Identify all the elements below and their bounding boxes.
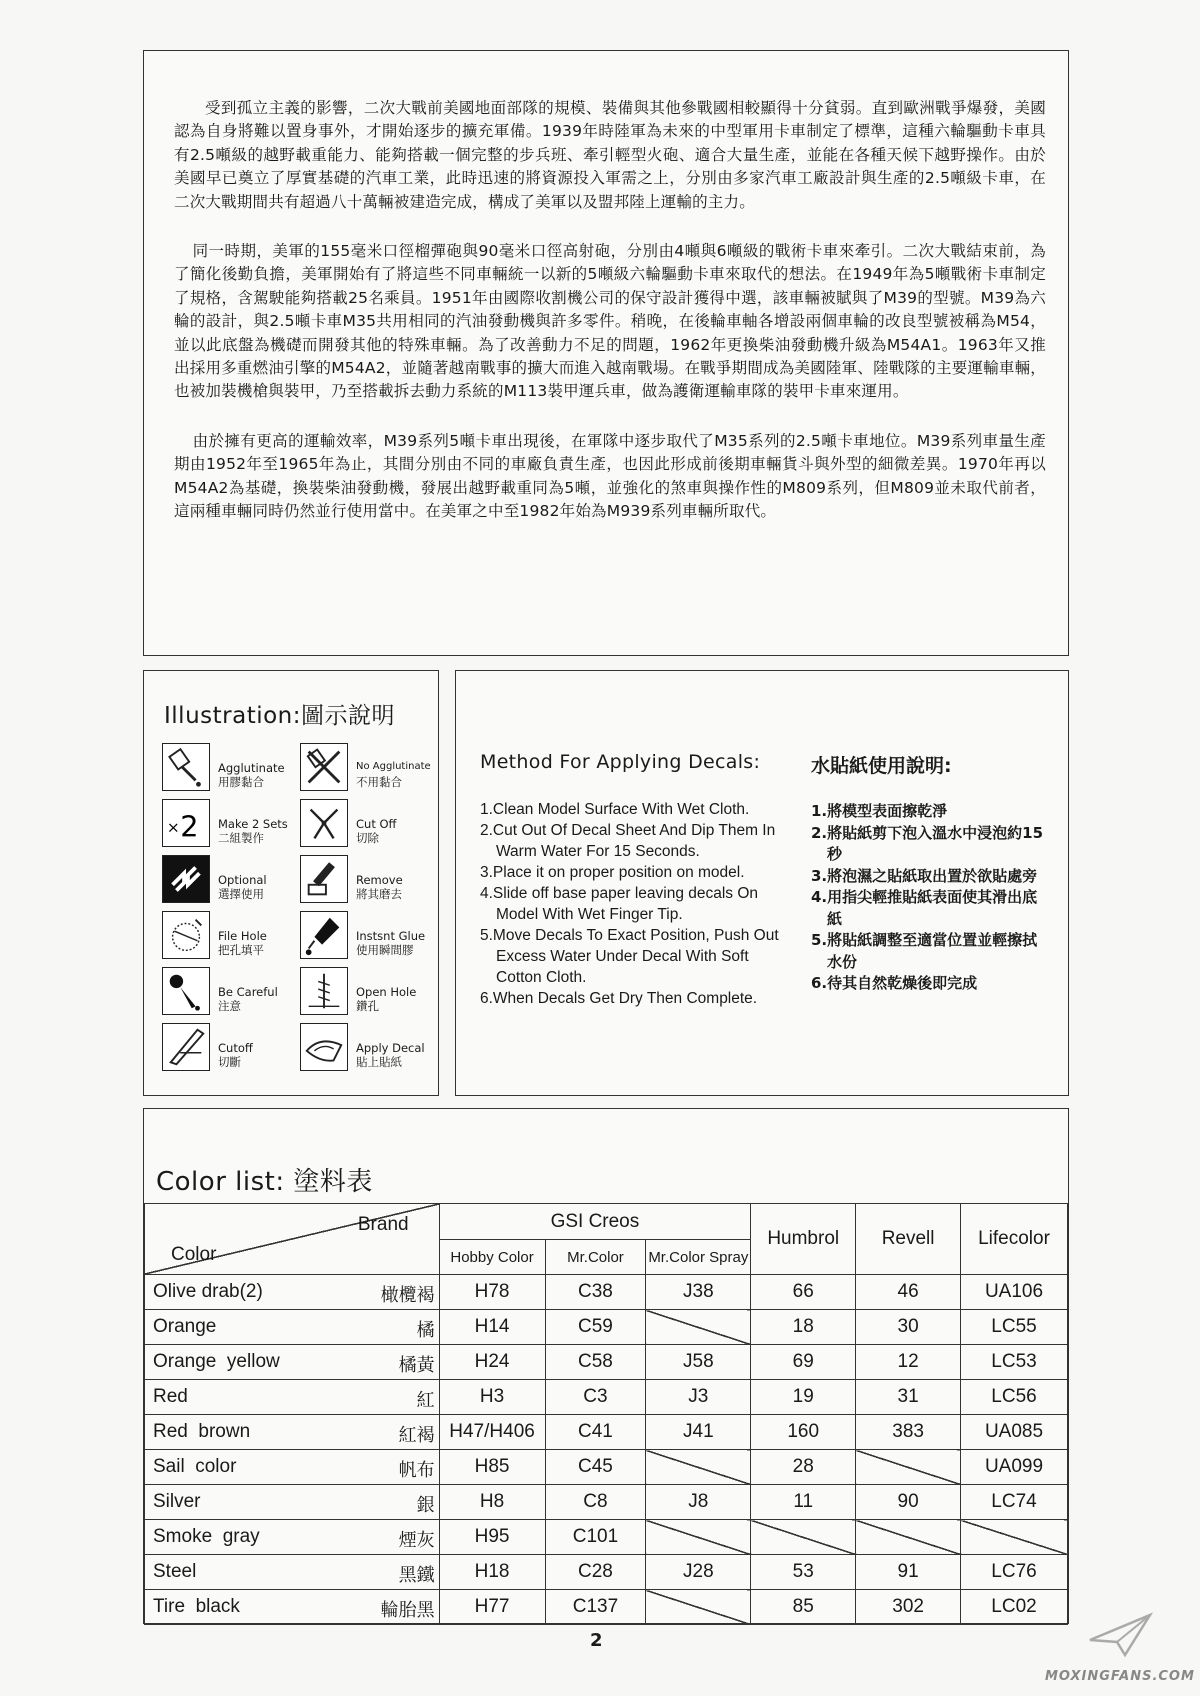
history-paragraph-1: 受到孤立主義的影響，二次大戰前美國地面部隊的規模、裝備與其他參戰國相較顯得十分貧弱。直到歐洲戰爭爆發，美國認為自身將難以置身事外，才開始逐步的擴充軍備。1939年時陸軍為未來的中型軍用卡車制定了標準，這種六輪驅動卡車具有2.5噸級的越野載重能力、能夠搭載一個完整的步兵班、牽引輕型火砲、適合大量生產，並能在各種天候下越野操作。由於美國早已奠立了厚實基礎的汽車工業，此時迅速的將資源投入軍需之上，分別由多家汽車工廠設計與生產的2.5噸級卡車，在二次大戰期間共有超過八十萬輛被建造完成，構成了美軍以及盟邦陸上運輸的主力。	[174, 99, 1046, 211]
code-cell-spray: J41	[646, 1415, 751, 1450]
code-cell-revell: 31	[856, 1380, 961, 1415]
code-cell-revell	[856, 1450, 961, 1485]
code-cell-hobby: H14	[439, 1310, 545, 1345]
decal-step-en: 3.Place it on proper position on model.	[480, 864, 745, 881]
code-cell-hobby: H47/H406	[439, 1415, 545, 1450]
code-cell-mr: C59	[545, 1310, 646, 1345]
legend-label-en: Open Hole	[356, 985, 417, 999]
decal-step-zh: 3.將泡濕之貼紙取出置於欲貼處旁	[811, 866, 1038, 885]
color-name-zh: 銀	[416, 1495, 435, 1516]
header-revell: Revell	[856, 1204, 961, 1275]
code-cell-life: UA085	[961, 1415, 1068, 1450]
code-cell-life: LC76	[961, 1555, 1068, 1590]
color-name-zh: 橘	[416, 1320, 435, 1341]
code-cell-hobby: H3	[439, 1380, 545, 1415]
code-cell-spray: J38	[646, 1275, 751, 1310]
fill-hole-icon	[162, 911, 210, 959]
decal-step-zh: 4.用指尖輕推貼紙表面使其滑出底紙	[811, 888, 1038, 928]
code-cell-revell: 90	[856, 1485, 961, 1520]
code-cell-humbrol: 19	[751, 1380, 856, 1415]
code-cell-mr: C38	[545, 1275, 646, 1310]
code-cell-mr: C3	[545, 1380, 646, 1415]
table-row	[145, 1345, 1068, 1380]
legend-label-zh: 用膠黏合	[218, 775, 264, 789]
code-cell-hobby: H95	[439, 1520, 545, 1555]
table-row	[145, 1450, 1068, 1485]
code-cell-mr: C101	[545, 1520, 646, 1555]
color-name-zh: 紅褐	[398, 1425, 435, 1446]
legend-item-optional	[162, 855, 302, 905]
code-cell-life: LC56	[961, 1380, 1068, 1415]
code-cell-revell: 383	[856, 1415, 961, 1450]
color-name-zh: 帆布	[398, 1460, 435, 1481]
color-name-cell	[145, 1590, 440, 1625]
exclamation-icon	[162, 967, 210, 1015]
color-name-en: Red brown	[153, 1421, 251, 1442]
color-name-cell	[145, 1520, 440, 1555]
color-name-en: Steel	[153, 1561, 197, 1582]
legend-label-zh: 二組製作	[218, 831, 264, 845]
history-paragraph-2: 同一時期，美軍的155毫米口徑榴彈砲與90毫米口徑高射砲，分別由4噸與6噸級的戰術卡車來牽引。二次大戰結束前，為了簡化後勤負擔，美軍開始有了將這些不同車輛統一以新的5噸級六輪驅動卡車來取代的想法。在1949年為5噸戰術卡車制定了規格，含駕駛能夠搭載25名乘員。1951年由國際收割機公司的保守設計獲得中選，該車輛被賦與了M39的型號。M39為六輪的設計，與2.5噸卡車M35共用相同的汽油發動機與許多零件。稍晚，在後輪車軸各增設兩個車輪的改良型號被稱為M54，並以此底盤為機礎而開發其他的特殊車輛。為了改善動力不足的問題，1962年更換柴油發動機升級為M54A1。1963年又推出採用多重燃油引擎的M54A2，並隨著越南戰事的擴大而進入越南戰場。在戰爭期間成為美國陸軍、陸戰隊的主要運輸車輛，也被加裝機槍與裝甲，乃至搭載拆去動力系統的M113裝甲運兵車，做為護衛運輸車隊的裝甲卡車來運用。	[174, 242, 1046, 401]
code-cell-mr: C137	[545, 1590, 646, 1625]
decal-icon	[300, 1023, 348, 1071]
legend-label-en: No Agglutinate	[356, 761, 431, 772]
legend-item-be-careful	[162, 967, 302, 1017]
legend-label-zh: 選擇使用	[218, 887, 264, 901]
legend-label-en: Instsnt Glue	[356, 929, 426, 943]
header-mr-color: Mr.Color	[545, 1240, 646, 1275]
legend-label-en: Agglutinate	[218, 761, 285, 775]
glue-bottle-icon	[162, 743, 210, 791]
header-hobby-color: Hobby Color	[439, 1240, 545, 1275]
history-text-box	[143, 50, 1069, 656]
legend-label-zh: 不用黏合	[356, 775, 402, 789]
table-row	[145, 1310, 1068, 1345]
nippers-icon	[300, 799, 348, 847]
code-cell-hobby: H78	[439, 1275, 545, 1310]
color-name-cell	[145, 1415, 440, 1450]
header-brand: Brand	[357, 1214, 409, 1235]
decal-title-en: Method For Applying Decals:	[480, 751, 761, 773]
legend-item-no-agglutinate	[300, 743, 440, 793]
code-cell-hobby: H8	[439, 1485, 545, 1520]
legend-label-zh: 鑽孔	[356, 999, 379, 1013]
code-cell-spray: J58	[646, 1345, 751, 1380]
table-row	[145, 1555, 1068, 1590]
legend-label-zh: 貼上貼紙	[356, 1055, 402, 1069]
decal-step-zh: 6.待其自然乾燥後即完成	[811, 974, 978, 992]
code-cell-hobby: H18	[439, 1555, 545, 1590]
code-cell-hobby: H77	[439, 1590, 545, 1625]
color-name-cell	[145, 1310, 440, 1345]
legend-item-open-hole	[300, 967, 440, 1017]
color-name-cell	[145, 1380, 440, 1415]
drill-icon	[300, 967, 348, 1015]
header-mr-color-spray: Mr.Color Spray	[646, 1240, 751, 1275]
color-name-en: Orange	[153, 1316, 217, 1337]
code-cell-hobby: H85	[439, 1450, 545, 1485]
color-name-cell	[145, 1275, 440, 1310]
legend-label-zh: 切斷	[218, 1055, 241, 1069]
legend-item-agglutinate	[162, 743, 302, 793]
legend-label-en: File Hole	[218, 929, 267, 943]
code-cell-revell: 91	[856, 1555, 961, 1590]
color-name-en: Orange yellow	[153, 1351, 280, 1372]
svg-text:×: ×	[166, 818, 180, 837]
knife-cut-icon	[162, 1023, 210, 1071]
decal-steps-en	[480, 799, 780, 1009]
color-name-zh: 橄欖褐	[380, 1285, 435, 1306]
legend-label-en: Make 2 Sets	[218, 817, 288, 831]
color-name-en: Tire black	[153, 1596, 240, 1617]
color-name-zh: 煙灰	[398, 1530, 435, 1551]
code-cell-life: LC02	[961, 1590, 1068, 1625]
color-name-zh: 輪胎黑	[380, 1600, 435, 1621]
code-cell-humbrol	[751, 1520, 856, 1555]
code-cell-mr: C58	[545, 1345, 646, 1380]
site-watermark	[1045, 1610, 1195, 1690]
color-list-title: Color list: 塗料表	[156, 1167, 373, 1197]
table-row	[145, 1485, 1068, 1520]
code-cell-life: UA106	[961, 1275, 1068, 1310]
code-cell-revell: 302	[856, 1590, 961, 1625]
code-cell-mr: C8	[545, 1485, 646, 1520]
header-color: Color	[171, 1244, 217, 1265]
code-cell-spray: J28	[646, 1555, 751, 1590]
table-row	[145, 1590, 1068, 1625]
header-gsi-creos: GSI Creos	[439, 1204, 751, 1240]
optional-arrows-icon	[162, 855, 210, 903]
brand-color-header	[145, 1204, 440, 1275]
code-cell-humbrol: 66	[751, 1275, 856, 1310]
table-row	[145, 1415, 1068, 1450]
legend-label-zh: 使用瞬間膠	[356, 943, 414, 957]
color-name-en: Smoke gray	[153, 1526, 260, 1547]
code-cell-humbrol: 69	[751, 1345, 856, 1380]
color-name-en: Silver	[153, 1491, 201, 1512]
history-paragraph-3: 由於擁有更高的運輸效率，M39系列5噸卡車出現後，在軍隊中逐步取代了M35系列的2.5噸卡車地位。M39系列車量生產期由1952年至1965年為止，其間分別由不同的車廠負責生產，也因此形成前後期車輛貨斗與外型的細微差異。1970年再以M54A2為基礎，換裝柴油發動機，發展出越野載重同為5噸，並強化的煞車與操作性的M809系列，但M809並未取代前者，這兩種車輛同時仍然並行使用當中。在美軍之中至1982年始為M939系列車輛所取代。	[174, 431, 1046, 521]
decal-step-zh: 1.將模型表面擦乾淨	[811, 802, 948, 820]
code-cell-life: LC74	[961, 1485, 1068, 1520]
legend-label-en: Optional	[218, 873, 267, 887]
legend-label-en: Cut Off	[356, 817, 397, 831]
color-name-zh: 紅	[416, 1390, 435, 1411]
code-cell-mr: C41	[545, 1415, 646, 1450]
code-cell-revell: 46	[856, 1275, 961, 1310]
times-two-icon	[162, 799, 210, 847]
decal-title-zh: 水貼紙使用說明:	[811, 755, 952, 777]
table-header-row	[145, 1204, 1068, 1240]
code-cell-humbrol: 28	[751, 1450, 856, 1485]
no-glue-icon	[300, 743, 348, 791]
table-row	[145, 1520, 1068, 1555]
code-cell-revell: 30	[856, 1310, 961, 1345]
legend-label-en: Apply Decal	[356, 1041, 425, 1055]
code-cell-life: LC55	[961, 1310, 1068, 1345]
code-cell-humbrol: 160	[751, 1415, 856, 1450]
code-cell-humbrol: 53	[751, 1555, 856, 1590]
code-cell-humbrol: 85	[751, 1590, 856, 1625]
code-cell-spray	[646, 1520, 751, 1555]
decal-step-en: 2.Cut Out Of Decal Sheet And Dip Them In Warm Water For 15 Seconds.	[480, 822, 776, 860]
table-row	[145, 1275, 1068, 1310]
legend-label-en: Remove	[356, 873, 403, 887]
legend-label-zh: 注意	[218, 999, 241, 1013]
table-row	[145, 1380, 1068, 1415]
code-cell-life: UA099	[961, 1450, 1068, 1485]
color-name-en: Red	[153, 1386, 188, 1407]
decal-instructions	[455, 670, 1069, 1096]
legend-item-cut-off	[300, 799, 440, 849]
code-cell-mr: C28	[545, 1555, 646, 1590]
color-name-cell	[145, 1450, 440, 1485]
decal-step-en: 5.Move Decals To Exact Position, Push Out Excess Water Under Decal With Soft Cotton Cloth.	[480, 927, 779, 986]
color-name-cell	[145, 1345, 440, 1380]
code-cell-spray	[646, 1590, 751, 1625]
legend-label-en: Cutoff	[218, 1041, 253, 1055]
code-cell-mr: C45	[545, 1450, 646, 1485]
code-cell-hobby: H24	[439, 1345, 545, 1380]
watermark-text: MOXINGFANS.COM	[1045, 1669, 1195, 1684]
legend-label-en: Be Careful	[218, 985, 278, 999]
color-name-cell	[145, 1485, 440, 1520]
legend-item-remove	[300, 855, 440, 905]
code-cell-spray	[646, 1450, 751, 1485]
legend-item-cutoff	[162, 1023, 302, 1073]
color-name-en: Sail color	[153, 1456, 237, 1477]
code-cell-life	[961, 1520, 1068, 1555]
code-cell-humbrol: 11	[751, 1485, 856, 1520]
color-name-cell	[145, 1555, 440, 1590]
file-remove-icon	[300, 855, 348, 903]
legend-label-zh: 將其磨去	[356, 887, 402, 901]
page-number: 2	[590, 1630, 603, 1651]
color-table	[144, 1203, 1068, 1625]
decal-step-zh: 5.將貼紙調整至適當位置並輕擦拭水份	[811, 931, 1038, 971]
illustration-title: Illustration:圖示說明	[164, 703, 395, 729]
code-cell-spray: J8	[646, 1485, 751, 1520]
legend-item-make-two	[162, 799, 302, 849]
decal-step-zh: 2.將貼紙剪下泡入溫水中浸泡約15秒	[811, 823, 1044, 863]
color-name-zh: 黑鐵	[398, 1565, 435, 1586]
legend-item-file-hole	[162, 911, 302, 961]
code-cell-humbrol: 18	[751, 1310, 856, 1345]
code-cell-spray: J3	[646, 1380, 751, 1415]
code-cell-spray	[646, 1310, 751, 1345]
code-cell-revell	[856, 1520, 961, 1555]
color-name-zh: 橘黃	[398, 1355, 435, 1376]
legend-item-apply-decal	[300, 1023, 440, 1073]
instant-glue-icon	[300, 911, 348, 959]
code-cell-revell: 12	[856, 1345, 961, 1380]
legend-label-zh: 切除	[356, 831, 379, 845]
decal-step-en: 6.When Decals Get Dry Then Complete.	[480, 990, 758, 1007]
decal-steps-zh	[811, 801, 1051, 995]
paper-plane-icon	[1085, 1610, 1155, 1660]
decal-step-en: 1.Clean Model Surface With Wet Cloth.	[480, 801, 750, 818]
illustration-legend	[143, 670, 439, 1096]
header-lifecolor: Lifecolor	[961, 1204, 1068, 1275]
decal-step-en: 4.Slide off base paper leaving decals On Model With Wet Finger Tip.	[480, 885, 759, 923]
color-name-en: Olive drab(2)	[153, 1281, 263, 1302]
legend-item-instant-glue	[300, 911, 440, 961]
code-cell-life: LC53	[961, 1345, 1068, 1380]
color-list	[143, 1108, 1069, 1624]
svg-text:2: 2	[180, 809, 199, 844]
header-humbrol: Humbrol	[751, 1204, 856, 1275]
legend-label-zh: 把孔填平	[218, 943, 264, 957]
